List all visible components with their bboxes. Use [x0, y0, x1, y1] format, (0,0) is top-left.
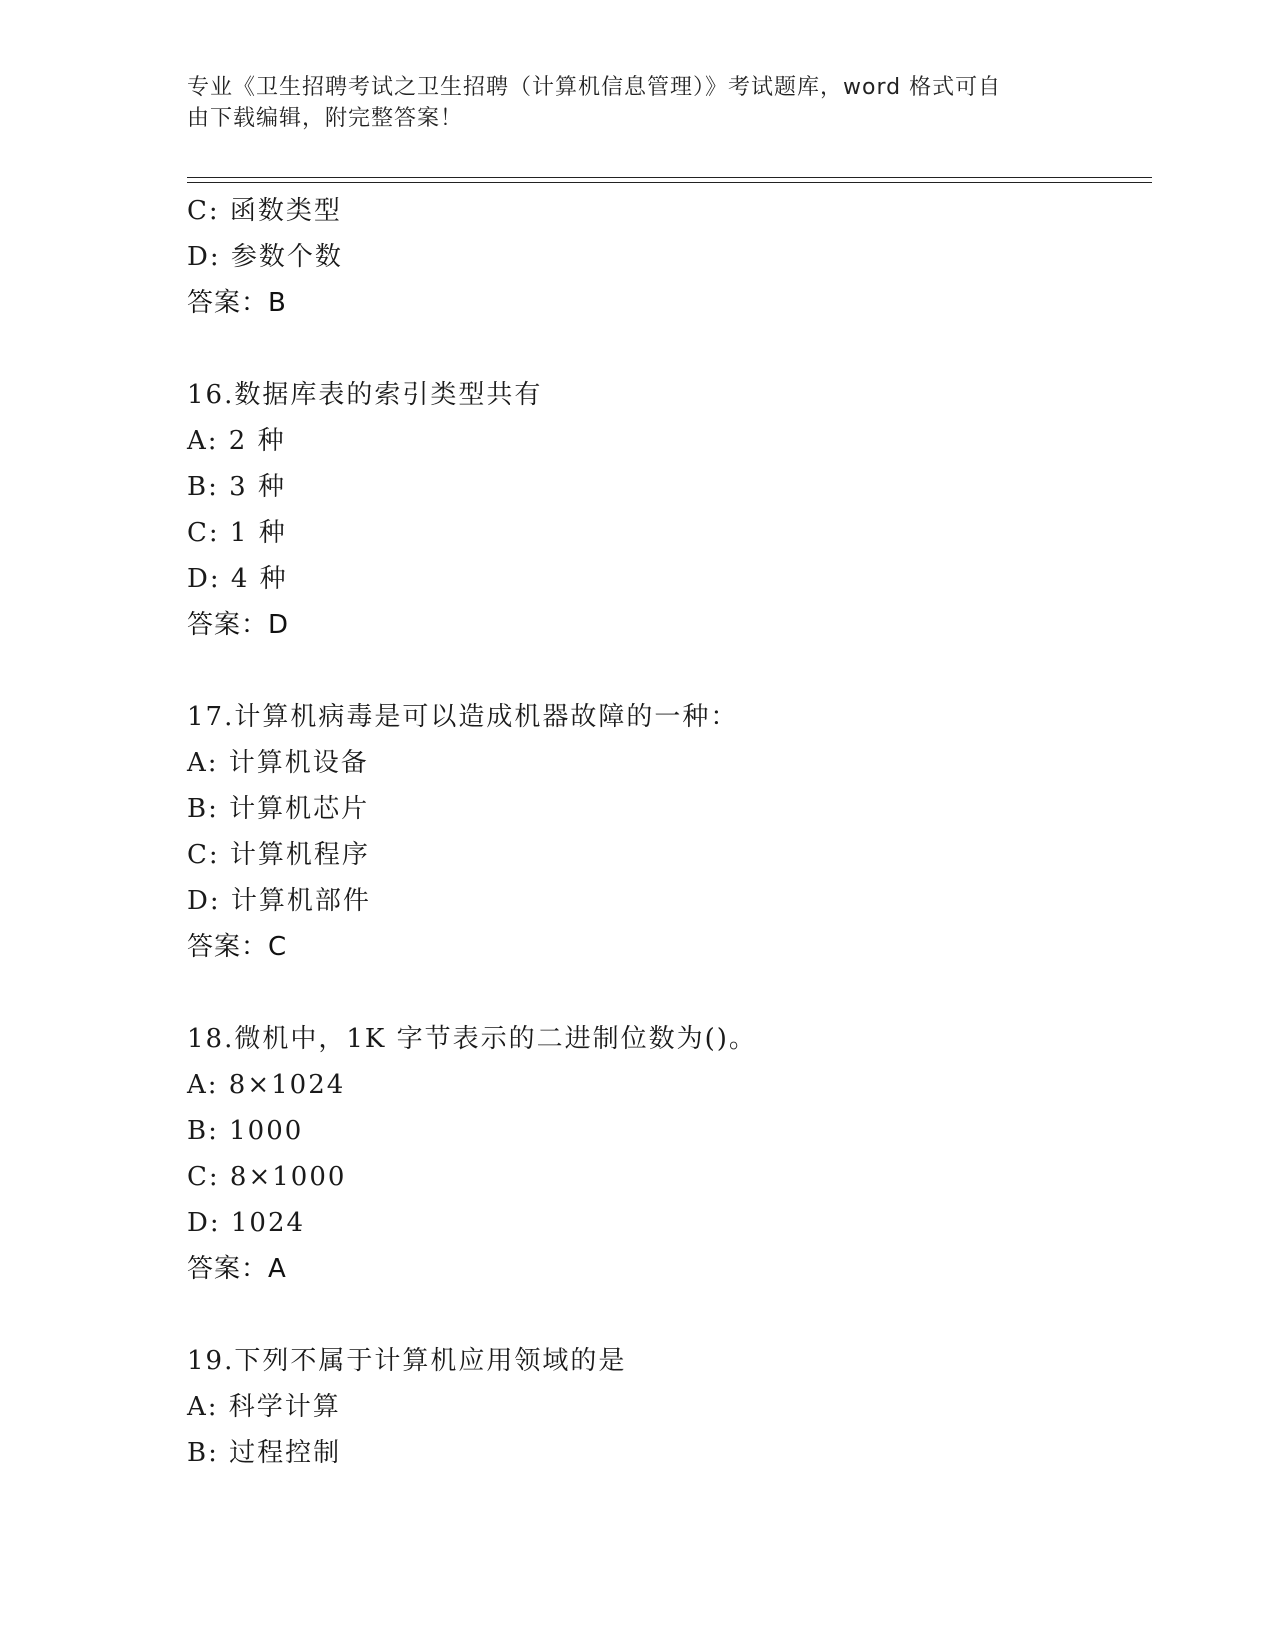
- option-c: C: 8×1000: [187, 1162, 347, 1192]
- spacer: [187, 970, 1152, 1016]
- option-b: B: 1000: [187, 1116, 304, 1146]
- spacer: [187, 648, 1152, 694]
- option-d: D: 1024: [187, 1208, 306, 1238]
- document-header: [187, 72, 1067, 134]
- option-c: C: 函数类型: [187, 196, 342, 226]
- question-block-15: [187, 188, 1152, 326]
- option-a: A: 8×1024: [187, 1070, 346, 1100]
- question-list: [187, 188, 1152, 1476]
- option-d: D: 参数个数: [187, 242, 343, 272]
- spacer: [187, 1292, 1152, 1338]
- question-block-19: [187, 1338, 1152, 1476]
- option-d: D: 计算机部件: [187, 886, 371, 916]
- question-text: 16.数据库表的索引类型共有: [187, 380, 543, 410]
- header-line-1: 专业《卫生招聘考试之卫生招聘（计算机信息管理）》考试题库，word 格式可自: [187, 75, 1002, 100]
- option-d: D: 4 种: [187, 564, 288, 594]
- question-text: 18.微机中，1K 字节表示的二进制位数为()。: [187, 1024, 757, 1054]
- option-c: C: 1 种: [187, 518, 287, 548]
- option-a: A: 2 种: [187, 426, 286, 456]
- header-divider-top: [187, 177, 1152, 178]
- option-a: A: 科学计算: [187, 1392, 341, 1422]
- question-block-16: [187, 372, 1152, 648]
- header-divider-bottom: [187, 182, 1152, 183]
- answer-line: 答案：D: [187, 610, 290, 640]
- answer-line: 答案：B: [187, 288, 287, 318]
- question-text: 19.下列不属于计算机应用领域的是: [187, 1346, 627, 1376]
- question-text: 17.计算机病毒是可以造成机器故障的一种：: [187, 702, 739, 732]
- option-b: B: 3 种: [187, 472, 286, 502]
- answer-line: 答案：C: [187, 932, 288, 962]
- option-b: B: 过程控制: [187, 1438, 342, 1468]
- option-c: C: 计算机程序: [187, 840, 370, 870]
- question-block-18: [187, 1016, 1152, 1292]
- question-block-17: [187, 694, 1152, 970]
- header-line-2: 由下载编辑，附完整答案！: [187, 106, 464, 131]
- spacer: [187, 326, 1152, 372]
- option-b: B: 计算机芯片: [187, 794, 370, 824]
- option-a: A: 计算机设备: [187, 748, 369, 778]
- answer-line: 答案：A: [187, 1254, 287, 1284]
